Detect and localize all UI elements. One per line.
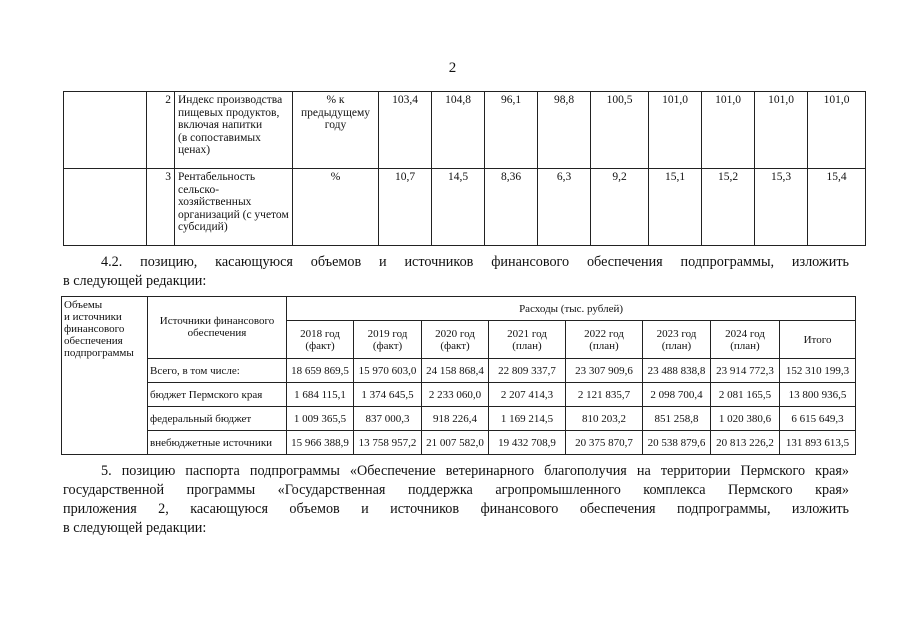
source-label: внебюджетные источники: [148, 431, 287, 455]
amount-cell: 2 098 700,4: [643, 383, 711, 407]
expenses-header: Расходы (тыс. рублей): [287, 297, 856, 321]
paragraph-5: 5. позицию паспорта подпрограммы «Обеспечение ветеринарного благополучия на территории Пермского края» государственной программы «Государственная поддержка агропромышленного комплекса Пермского края» приложения 2, касающуюся объемов и источников финансового обеспечения подпрограммы, изложить в следующей редакции:: [63, 463, 849, 536]
table-row: [62, 383, 856, 407]
amount-cell: 837 000,3: [354, 407, 422, 431]
amount-cell: 2 233 060,0: [422, 383, 489, 407]
indicator-value: 103,4: [379, 92, 432, 169]
indicator-number: 3: [147, 169, 175, 246]
amount-cell: 1 020 380,6: [711, 407, 780, 431]
amount-cell: 22 809 337,7: [489, 359, 566, 383]
total-header: Итого: [780, 321, 856, 359]
amount-cell: 15 966 388,9: [287, 431, 354, 455]
amount-cell: 2 081 165,5: [711, 383, 780, 407]
amount-cell: 13 800 936,5: [780, 383, 856, 407]
amount-cell: 15 970 603,0: [354, 359, 422, 383]
amount-cell: 918 226,4: [422, 407, 489, 431]
indicator-value: 100,5: [591, 92, 649, 169]
amount-cell: 19 432 708,9: [489, 431, 566, 455]
indicator-value: 101,0: [649, 92, 702, 169]
indicators-table: [63, 91, 866, 246]
source-label: бюджет Пермского края: [148, 383, 287, 407]
amount-cell: 20 813 226,2: [711, 431, 780, 455]
indicator-name: Индекс производства пищевых продуктов, включая напитки (в сопоставимых ценах): [175, 92, 293, 169]
source-label: Всего, в том числе:: [148, 359, 287, 383]
indicator-value: 101,0: [755, 92, 808, 169]
page-number: 2: [448, 60, 457, 76]
indicator-row: [64, 169, 866, 246]
table-row: [62, 431, 856, 455]
table-row: [62, 407, 856, 431]
indicator-unit: % к предыдущему году: [293, 92, 379, 169]
amount-cell: 810 203,2: [566, 407, 643, 431]
amount-cell: 23 307 909,6: [566, 359, 643, 383]
amount-cell: 23 488 838,8: [643, 359, 711, 383]
amount-cell: 6 615 649,3: [780, 407, 856, 431]
indicator-value: 14,5: [432, 169, 485, 246]
amount-cell: 24 158 868,4: [422, 359, 489, 383]
indicator-value: 9,2: [591, 169, 649, 246]
amount-cell: 851 258,8: [643, 407, 711, 431]
indicator-unit: %: [293, 169, 379, 246]
amount-cell: 23 914 772,3: [711, 359, 780, 383]
amount-cell: 131 893 613,5: [780, 431, 856, 455]
year-header: 2023 год (план): [643, 321, 711, 359]
sources-header: Источники финансового обеспечения: [148, 297, 287, 359]
indicator-value: 10,7: [379, 169, 432, 246]
amount-cell: 21 007 582,0: [422, 431, 489, 455]
table-row: [62, 359, 856, 383]
paragraph-4-2: 4.2. позицию, касающуюся объемов и источников финансового обеспечения подпрограммы, изложить в следующей редакции:: [63, 254, 849, 289]
year-header: 2022 год (план): [566, 321, 643, 359]
amount-cell: 2 121 835,7: [566, 383, 643, 407]
indicator-number: 2: [147, 92, 175, 169]
finance-label: Объемы и источники финансового обеспечения подпрограммы: [62, 297, 148, 455]
amount-cell: 1 169 214,5: [489, 407, 566, 431]
indicator-name: Рентабельность сельско- хозяйственных организаций (с учетом субсидий): [175, 169, 293, 246]
year-header: 2018 год (факт): [287, 321, 354, 359]
indicator-value: 15,1: [649, 169, 702, 246]
amount-cell: 1 374 645,5: [354, 383, 422, 407]
amount-cell: 2 207 414,3: [489, 383, 566, 407]
indicator-value: 96,1: [485, 92, 538, 169]
indicator-value: 101,0: [702, 92, 755, 169]
amount-cell: 20 538 879,6: [643, 431, 711, 455]
indicator-value: 15,2: [702, 169, 755, 246]
indicator-value: 104,8: [432, 92, 485, 169]
indicator-row: [64, 92, 866, 169]
indicator-value: 8,36: [485, 169, 538, 246]
amount-cell: 20 375 870,7: [566, 431, 643, 455]
indicator-value: 15,3: [755, 169, 808, 246]
indicator-value: 15,4: [808, 169, 866, 246]
indicator-value: 6,3: [538, 169, 591, 246]
year-header: 2020 год (факт): [422, 321, 489, 359]
finance-table: [61, 296, 856, 455]
indicator-value: 101,0: [808, 92, 866, 169]
source-label: федеральный бюджет: [148, 407, 287, 431]
indicator-value: 98,8: [538, 92, 591, 169]
amount-cell: 152 310 199,3: [780, 359, 856, 383]
amount-cell: 18 659 869,5: [287, 359, 354, 383]
amount-cell: 13 758 957,2: [354, 431, 422, 455]
year-header: 2019 год (факт): [354, 321, 422, 359]
amount-cell: 1 684 115,1: [287, 383, 354, 407]
year-header: 2024 год (план): [711, 321, 780, 359]
amount-cell: 1 009 365,5: [287, 407, 354, 431]
year-header: 2021 год (план): [489, 321, 566, 359]
